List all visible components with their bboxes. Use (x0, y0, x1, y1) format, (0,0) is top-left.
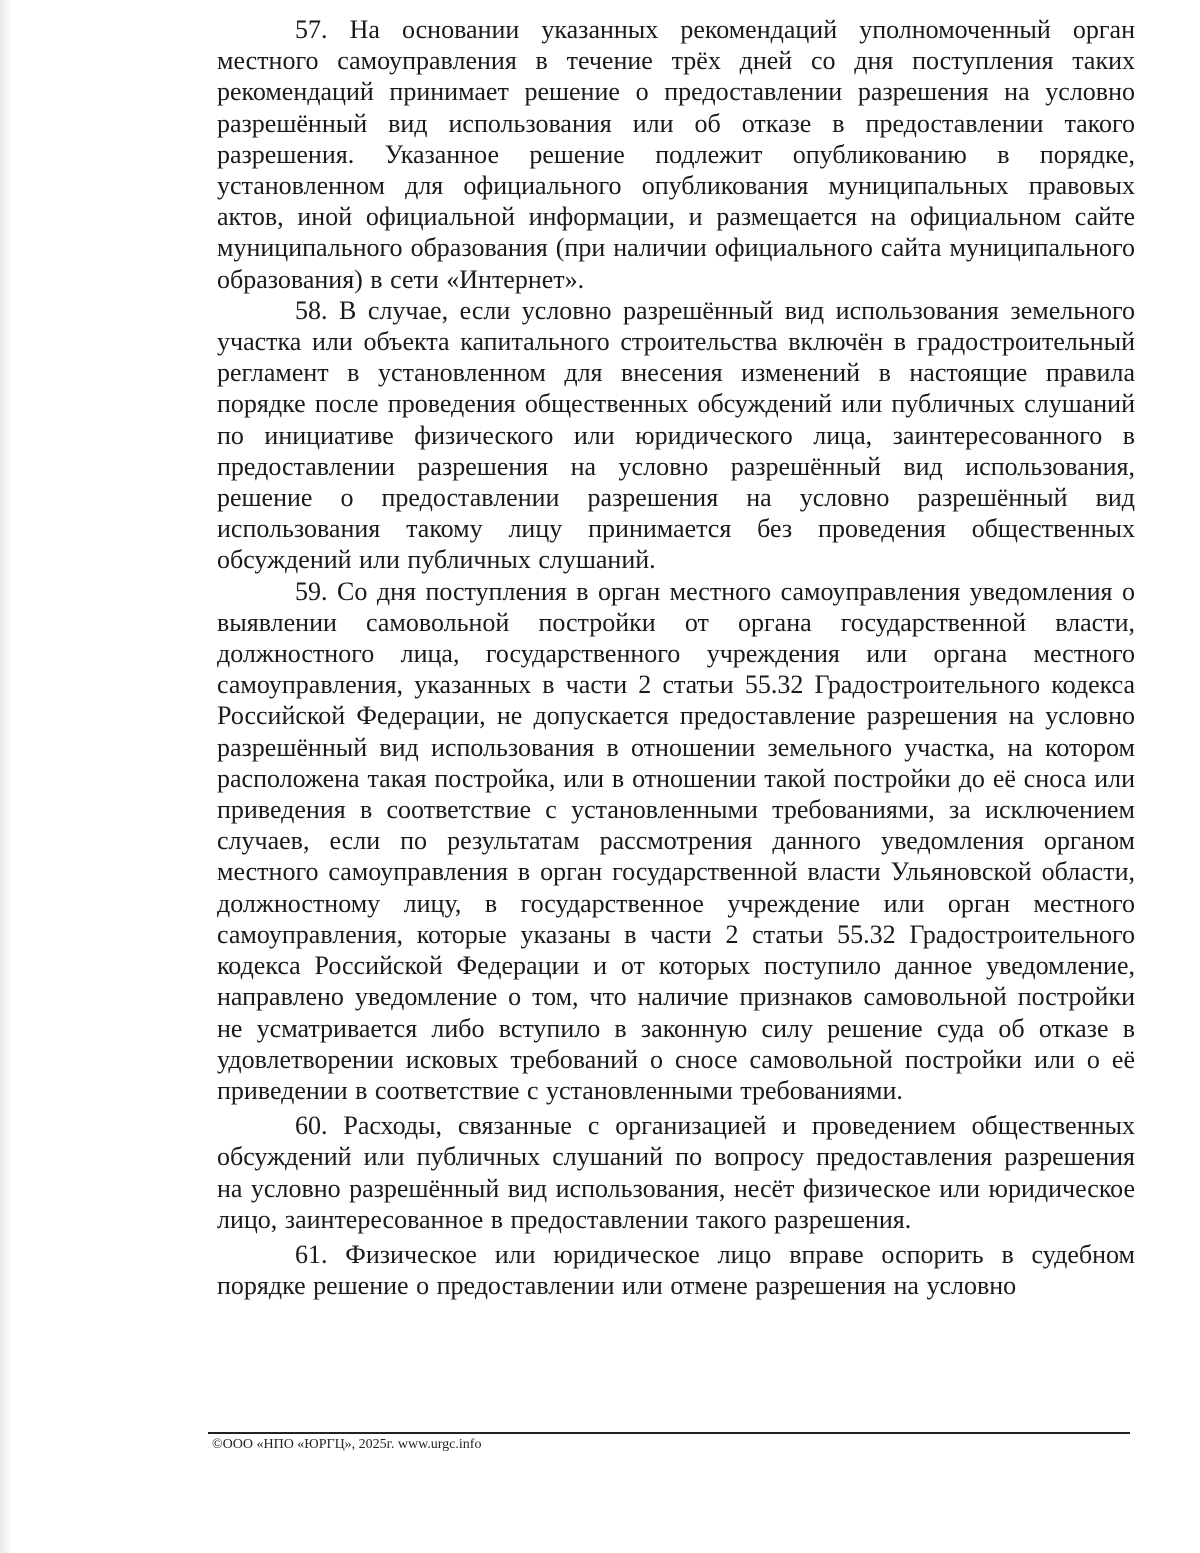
paragraph-61: 61. Физическое или юридическое лицо вправе оспорить в судебном порядке решение о предоставлении или отмене разрешения на условно (217, 1239, 1135, 1301)
paragraph-59: 59. Со дня поступления в орган местного самоуправления уведомления о выявлении самовольной постройки от органа государственной власти, должностного лица, государственного учреждения или органа местного самоуправления, указанных в части 2 статьи 55.32 Градостроительного кодекса Российской Федерации, не допускается предоставление разрешения на условно разрешённый вид использования в отношении земельного участка, на котором расположена такая постройка, или в отношении такой постройки до её сноса или приведения в соответствие с установленными требованиями, за исключением случаев, если по результатам рассмотрения данного уведомления органом местного самоуправления в орган государственной власти Ульяновской области, должностному лицу, в государственное учреждение или орган местного самоуправления, которые указаны в части 2 статьи 55.32 Градостроительного кодекса Российской Федерации и от которых поступило данное уведомление, направлено уведомление о том, что наличие признаков самовольной постройки не усматривается либо вступило в законную силу решение суда об отказе в удовлетворении исковых требований о сносе самовольной постройки или о её приведении в соответствие с установленными требованиями. (217, 576, 1135, 1105)
paragraph-60: 60. Расходы, связанные с организацией и проведением общественных обсуждений или публичных слушаний по вопросу предоставления разрешения на условно разрешённый вид использования, несёт физическое или юридическое лицо, заинтересованное в предоставлении такого разрешения. (217, 1111, 1135, 1234)
paragraph-57: 57. На основании указанных рекомендаций уполномоченный орган местного самоуправления в течение трёх дней со дня поступления таких рекомендаций принимает решение о предоставлении разрешения на условно разрешённый вид использования или об отказе в предоставлении такого разрешения. Указанное решение подлежит опубликованию в порядке, установленном для официального опубликования муниципальных правовых актов, иной официальной информации, и размещается на официальном сайте муниципального образования (при наличии официального сайта муниципального образования) в сети «Интернет». (217, 15, 1135, 294)
paragraph-58: 58. В случае, если условно разрешённый вид использования земельного участка или объекта капитального строительства включён в градостроительный регламент в установленном для внесения изменений в настоящие правила порядке после проведения общественных обсуждений или публичных слушаний по инициативе физического или юридического лица, заинтересованного в предоставлении разрешения на условно разрешённый вид использования, решение о предоставлении разрешения на условно разрешённый вид использования такому лицу принимается без проведения общественных обсуждений или публичных слушаний. (217, 295, 1135, 575)
scan-edge-shadow (0, 0, 12, 1553)
document-body (217, 14, 1135, 1301)
footer-divider (208, 1432, 1130, 1434)
footer-copyright: ©ООО «НПО «ЮРГЦ», 2025г. www.urgc.info (212, 1437, 482, 1452)
